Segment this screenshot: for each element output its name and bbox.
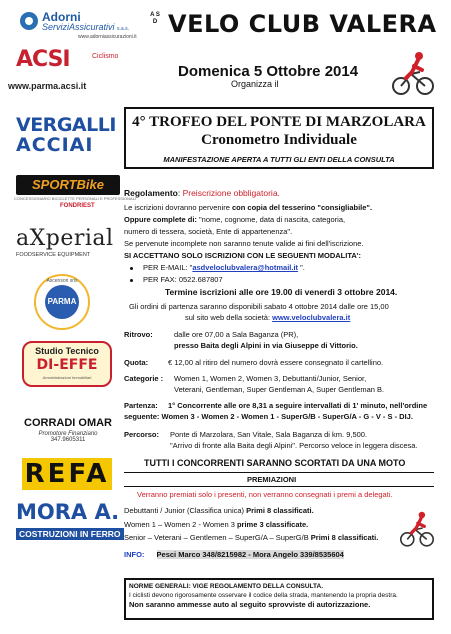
prize-line-3: Senior – Veterani – Gentlemen – SuperG/A – SuperG/B Primi 8 classificati. — [124, 533, 379, 542]
event-subtitle: Cronometro Individuale — [201, 132, 357, 148]
body-line-4: Se pervenute incomplete non saranno tenute valide ai fini dell'iscrizione. — [124, 239, 364, 248]
corradi-name: CORRADI OMAR — [24, 417, 112, 429]
sportbike-subtitle: CONCESSIONARIO BICICLETTE PERSONALI E PROFESSIONALI — [14, 196, 137, 201]
percorso-line-2: "Arrivo di fronte alla Baita degli Alpini". Percorso veloce in leggera discesa. — [170, 441, 418, 450]
general-rules-box — [124, 578, 434, 620]
refa-text: REFA — [24, 459, 110, 489]
prize-line-2: Women 1 – Women 2 - Women 3 prime 3 classificate. — [124, 520, 309, 529]
ritrovo-line-2: presso Baita degli Alpini in via Giuseppe di Vittorio. — [174, 341, 358, 350]
start-line-1: Gli ordini di partenza saranno disponibili sabato 4 ottobre 2014 dalle ore 15,00 — [129, 302, 389, 311]
vergalli-line1: VERGALLI — [16, 114, 116, 136]
vergalli-line2: ACCIAI — [16, 134, 94, 156]
body-line-2: Oppure complete di: "nome, cognome, data di nascita, categoria, — [124, 215, 346, 224]
axperial-subtitle: FOODSERVICE EQUIPMENT — [16, 252, 91, 258]
body-line-3: numero di tessera, società, Ente di appartenenza". — [124, 227, 293, 236]
email-link[interactable]: asdveloclubvalera@hotmail.it — [192, 263, 299, 272]
adorni-logo-block — [20, 10, 160, 40]
cyclist-icon — [400, 508, 434, 548]
ascensori-parma-logo — [34, 274, 90, 330]
start-line-2: sul sito web della società: www.veloclubvalera.it — [185, 313, 351, 322]
email-line: PER E-MAIL: "asdveloclubvalera@hotmail.it ". — [143, 263, 305, 272]
studio-line3: Amministrazioni Immobiliari — [42, 375, 92, 380]
asd-label: A S D — [150, 12, 160, 25]
divider — [124, 486, 434, 487]
quota-line: Quota: € 12,00 al ritiro del numero dovrà essere consegnato il cartellino. — [124, 358, 384, 367]
adorni-subtitle: ServiziAssicurativi s.a.s. — [42, 22, 129, 32]
parma-top-text: Ascensori srls — [46, 278, 78, 284]
corradi-logo — [16, 417, 120, 443]
general-rule-1: NORME GENERALI: VIGE REGOLAMENTO DELLA CONSULTA. — [129, 583, 324, 590]
adorni-name: Adorni — [42, 10, 81, 24]
bullet-icon — [130, 267, 133, 270]
info-line: INFO: Pesci Marco 348/8215982 - Mora Angelo 339/8535604 — [124, 550, 344, 559]
regulation-line: Regolamento: Preiscrizione obbligatoria. — [124, 188, 280, 198]
studio-line2: DI-EFFE — [36, 357, 98, 373]
sportbike-logo — [16, 175, 120, 195]
bullet-icon — [130, 279, 133, 282]
corradi-role: Promotore Finanziario — [38, 431, 98, 437]
mora-logo — [16, 500, 126, 542]
website-link[interactable]: www.veloclubvalera.it — [272, 313, 351, 322]
axperial-text: aXperial — [16, 226, 114, 251]
event-title: 4° TROFEO DEL PONTE DI MARZOLARA — [132, 114, 426, 130]
categories-line-1: Categorie : Women 1, Women 2, Women 3, Debuttanti/Junior, Senior, — [124, 374, 367, 383]
partenza-line-2: seguente: Women 3 - Women 2 - Women 1 - SuperG/B - SuperG/A - G - V - S - DIJ. — [124, 412, 413, 421]
partenza-line-1: Partenza: 1° Concorrente alle ore 8,31 a seguire intervallati di 1' minuto, nell'ordine — [124, 401, 428, 410]
refa-logo — [22, 458, 112, 490]
event-open-note: MANIFESTAZIONE APERTA A TUTTI GLI ENTI DELLA CONSULTA — [163, 155, 395, 164]
ritrovo-line-1: Ritrovo: dalle ore 07,00 a Sala Baganza (PR), — [124, 330, 299, 339]
vergalli-logo — [16, 114, 120, 162]
organized-by: Organizza il — [231, 79, 279, 89]
divider — [124, 472, 434, 473]
cyclist-icon — [392, 48, 434, 96]
parma-badge-inner — [45, 285, 79, 319]
event-date: Domenica 5 Ottobre 2014 — [178, 63, 359, 80]
categories-line-2: Veterani, Gentleman, Super Gentleman A, Super Gentleman B. — [174, 385, 385, 394]
prizes-heading: PREMIAZIONI — [247, 475, 297, 484]
club-title: VELO CLUB VALERA — [168, 10, 437, 38]
sportbike-text: SPORTBike — [31, 177, 104, 192]
regulation-value: Preiscrizione obbligatoria. — [182, 188, 280, 198]
studio-tecnico-logo — [22, 341, 112, 387]
general-rule-2: I ciclisti devono rigorosamente osservare il codice della strada, mantenendo la propria destra. — [129, 592, 398, 599]
acsi-subtitle: Ciclismo — [92, 53, 119, 60]
escort-line: TUTTI I CONCORRENTI SARANNO SCORTATI DA UNA MOTO — [144, 458, 406, 468]
prizes-note: Verranno premiati solo i presenti, non verranno consegnati i premi a delegati. — [137, 490, 393, 499]
acsi-url: www.parma.acsi.it — [8, 81, 87, 91]
percorso-line-1: Percorso: Ponte di Marzolara, San Vitale, Sala Baganza di km. 9,500. — [124, 430, 368, 439]
parma-text: PARMA — [47, 297, 77, 306]
regulation-label: Regolamento — [124, 188, 178, 198]
prize-line-1: Debuttanti / Junior (Classifica unica) Primi 8 classificati. — [124, 506, 314, 515]
adorni-logo-icon — [20, 12, 38, 30]
deadline-line: Termine iscrizioni alle ore 19.00 di venerdì 3 ottobre 2014. — [165, 287, 398, 297]
acsi-text: ACSI — [16, 47, 70, 72]
axperial-logo — [16, 226, 120, 266]
fondriest-logo: FONDRIEST — [60, 203, 95, 209]
acsi-logo — [16, 47, 120, 79]
adorni-url: www.adorniassicurazioni.it — [78, 34, 137, 40]
corradi-phone: 347.9605311 — [50, 437, 86, 443]
mora-subtitle: COSTRUZIONI IN FERRO — [16, 528, 124, 540]
body-line-5: SI ACCETTANO SOLO ISCRIZIONI CON LE SEGUENTI MODALITA': — [124, 251, 362, 260]
event-title-box — [124, 107, 434, 169]
general-rule-3: Non saranno ammesse auto al seguito sprovviste di autorizzazione. — [129, 600, 371, 609]
body-line-1: Le iscrizioni dovranno pervenire con copia del tesserino "consigliabile". — [124, 203, 373, 212]
mora-name: MORA A. — [16, 500, 120, 524]
studio-line1: Studio Tecnico — [35, 346, 99, 356]
fax-line: PER FAX: 0522.687807 — [143, 275, 223, 284]
